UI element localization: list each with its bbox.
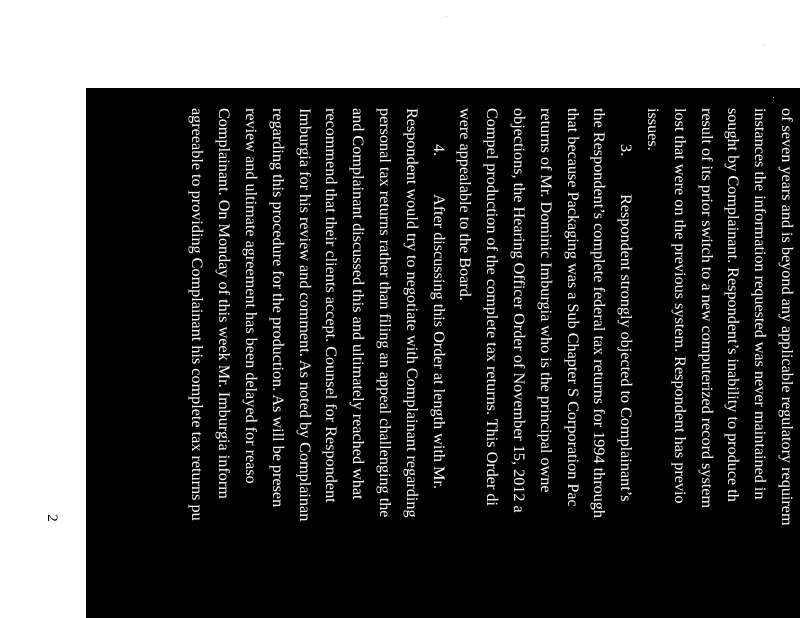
paragraph-4-first-line [425,108,452,618]
text-line: returns of Mr. Dominic Imburgia who is the principal owne [536,108,555,493]
scan-speck [764,44,765,45]
text-line: result of its prior switch to a new computerized record system [697,108,716,509]
text-line: Compel production of the complete tax returns. This Order di [483,108,502,507]
scan-speck [773,97,774,98]
text-line: review and ultimate agreement has been delayed for reaso [242,108,261,484]
paragraph-3 [452,108,640,618]
text-line: of seven years and is beyond any applicable regulatory requirem [778,108,796,526]
text-line: personal tax returns rather than filing an appeal challenging the [376,108,395,518]
text-line: instances the information requested was never maintained in [751,108,770,500]
text-line: and Complainant discussed this and ultimately reached what [349,108,368,500]
text-line: the Respondent’s complete federal tax returns for 1994 through [590,108,609,518]
text-line: issues. [644,108,663,151]
text-line: Respondent strongly objected to Complainant’s [617,194,636,502]
paragraph-4 [184,108,452,618]
rotated-text-block [184,108,800,618]
text-line: Complainant. On Monday of this week Mr. Imburgia inform [215,108,234,499]
text-line: that because Packaging was a Sub Chapter S Corporation Pac [563,108,582,507]
text-line: objections, the Hearing Officer Order of November 15, 2012 a [510,108,529,513]
text-line: Respondent would try to negotiate with Complainant regarding [402,108,421,518]
text-line: recommend that their clients accept. Counsel for Respondent [322,108,341,503]
paragraph-4-number: 4. [429,144,448,157]
text-line: sought by Complainant. Respondent’s inability to produce th [724,108,743,502]
paragraph-3-number: 3. [617,144,636,157]
text-line: After discussing this Order at length with Mr. [429,194,448,489]
text-line: agreeable to providing Complainant his complete tax returns pu [188,108,207,521]
text-line: Imburgia for his review and comment. As noted by Complainan [295,108,314,522]
scan-speck [446,16,447,17]
text-line: regarding this procedure for the production. As will be presen [268,108,287,508]
paragraph-3-first-line [612,108,639,618]
inverted-document-scan [86,88,800,618]
text-line: lost that were on the previous system. Respondent has previo [670,108,689,504]
paragraph-2-tail [639,108,800,618]
page-number: 2 [44,514,60,522]
text-line: were appealable to the Board. [456,108,475,301]
